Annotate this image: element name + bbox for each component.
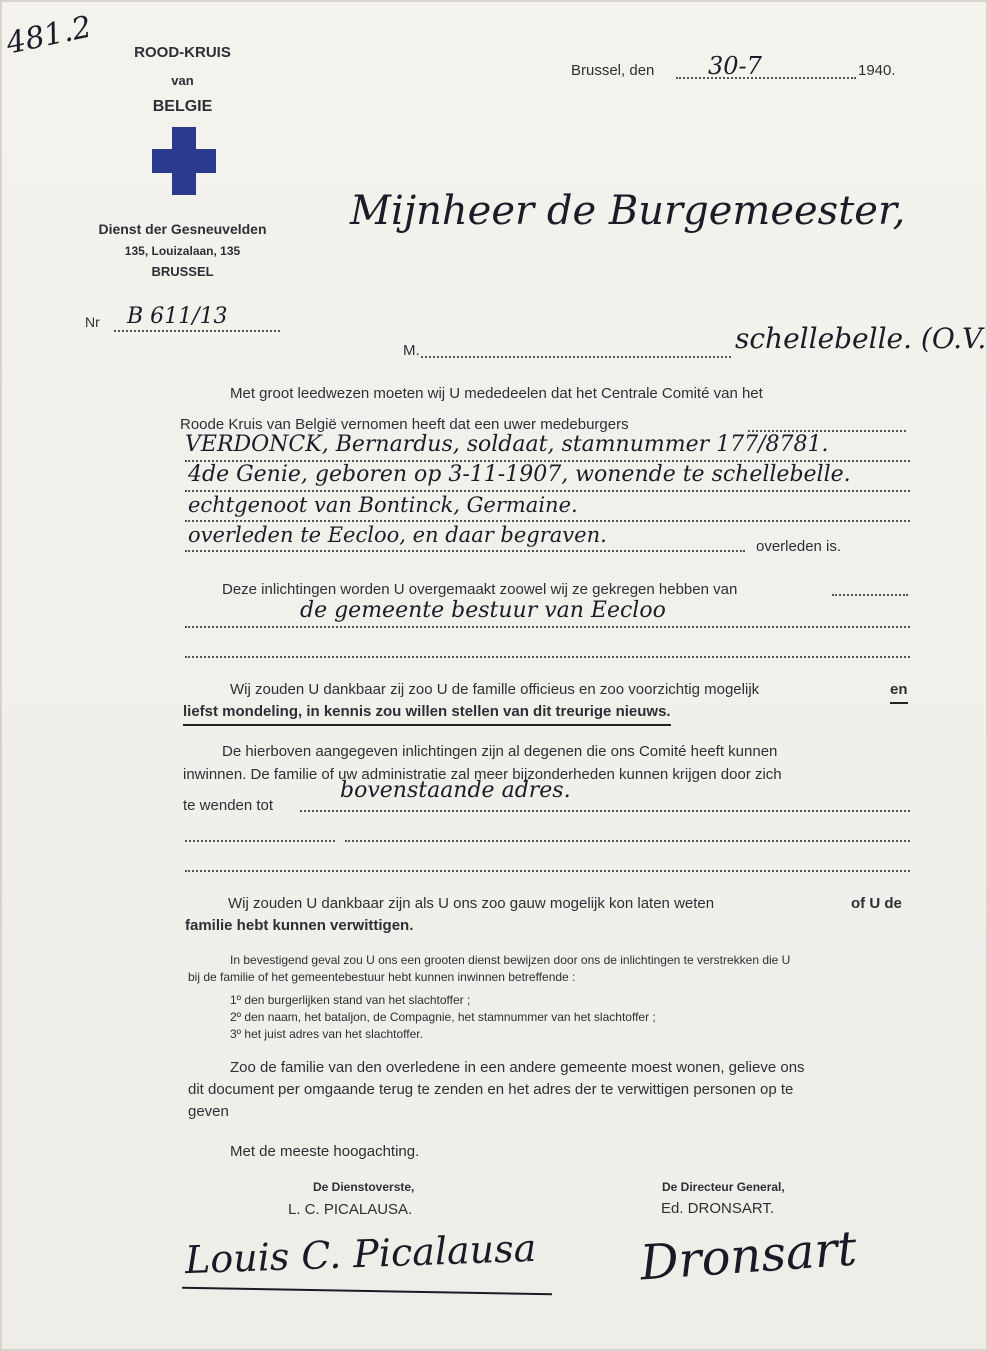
- paragraph-6-line-3: geven: [188, 1103, 229, 1120]
- list-item-1: 1º den burgerlijken stand van het slachtoffer ;: [230, 993, 471, 1007]
- department-name: Dienst der Gesneuvelden: [98, 221, 267, 237]
- handwritten-line-6: bovenstaande adres.: [340, 778, 571, 803]
- handwritten-line-5: de gemeente bestuur van Eecloo: [300, 598, 666, 623]
- left-signature-underline: [182, 1287, 552, 1295]
- paragraph-3-en: en: [890, 678, 908, 704]
- closing: Met de meeste hoogachting.: [230, 1143, 420, 1160]
- paragraph-4-line-1: De hierboven aangegeven inlichtingen zijn al degenen die ons Comité heeft kunnen: [222, 743, 778, 760]
- org-name-line3: BELGIE: [152, 98, 213, 115]
- handwritten-line-1: VERDONCK, Bernardus, soldaat, stamnummer 177/8781.: [185, 432, 829, 457]
- paragraph-4-line-2: inwinnen. De familie of uw administratie zal meer bijzonderheden kunnen krijgen door zich: [183, 766, 782, 783]
- archive-number: 481.2: [3, 9, 95, 62]
- right-signatory-name: Ed. DRONSART.: [661, 1200, 775, 1217]
- paragraph-1-end: overleden is.: [756, 538, 842, 555]
- org-name-line1: ROOD-KRUIS: [134, 44, 231, 61]
- org-name-line2: van: [171, 73, 194, 88]
- reference-number: B 611/13: [127, 304, 228, 329]
- recipient-label: M.: [403, 342, 420, 359]
- department-address: 135, Louizalaan, 135: [124, 244, 241, 258]
- paragraph-1-line-2: Roode Kruis van België vernomen heeft dat een uwer medeburgers: [180, 416, 629, 433]
- recipient-value: schellebelle. (O.V.: [735, 322, 987, 355]
- small-print-line-1: In bevestigend geval zou U ons een grooten dienst bewijzen door ons de inlichtingen te verstrekken die U: [230, 953, 791, 967]
- list-item-3: 3º het juist adres van het slachtoffer.: [230, 1027, 423, 1041]
- left-signature: Louis C. Picalausa: [184, 1225, 537, 1283]
- year: 1940.: [858, 62, 896, 79]
- paragraph-3-line-1: Wij zouden U dankbaar zij zoo U de famille officieus en zoo voorzichtig mogelijk: [230, 681, 760, 698]
- place-date-label: Brussel, den: [571, 62, 655, 79]
- right-signature: Dronsart: [638, 1220, 859, 1292]
- salutation: Mijnheer de Burgemeester,: [350, 188, 906, 234]
- paragraph-5-line-1: Wij zouden U dankbaar zijn als U ons zoo gauw mogelijk kon laten weten: [228, 895, 715, 912]
- left-signatory-title: De Dienstoverste,: [313, 1180, 415, 1194]
- paragraph-5-bold: of U de: [851, 895, 902, 912]
- paragraph-2: Deze inlichtingen worden U overgemaakt zoowel wij ze gekregen hebben van: [222, 581, 738, 598]
- paragraph-6-line-2: dit document per omgaande terug te zenden en het adres der te verwittigen personen op te: [188, 1081, 794, 1098]
- date-value: 30-7: [708, 52, 762, 80]
- paragraph-1-line-1: Met groot leedwezen moeten wij U mededeelen dat het Centrale Comité van het: [230, 385, 763, 402]
- paragraph-6-line-1: Zoo de familie van den overledene in een andere gemeente moest wonen, gelieve ons: [230, 1059, 805, 1076]
- left-signatory-name: L. C. PICALAUSA.: [288, 1201, 413, 1218]
- paragraph-5-line-2: familie hebt kunnen verwittigen.: [185, 917, 414, 934]
- small-print-line-2: bij de familie of het gemeentebestuur hebt kunnen inwinnen betreffende :: [188, 970, 576, 984]
- nr-label: Nr: [85, 314, 100, 330]
- paragraph-4-line-3: te wenden tot: [183, 797, 274, 814]
- paragraph-3-line-2: liefst mondeling, in kennis zou willen stellen van dit treurige nieuws.: [183, 700, 671, 726]
- handwritten-line-2: 4de Genie, geboren op 3-11-1907, wonende te schellebelle.: [188, 462, 851, 487]
- handwritten-line-3: echtgenoot van Bontinck, Germaine.: [188, 493, 578, 517]
- red-cross-icon: [152, 127, 216, 195]
- handwritten-line-4: overleden te Eecloo, en daar begraven.: [188, 523, 607, 547]
- list-item-2: 2º den naam, het bataljon, de Compagnie, het stamnummer van het slachtoffer ;: [230, 1010, 656, 1024]
- department-city: BRUSSEL: [151, 264, 214, 279]
- right-signatory-title: De Directeur General,: [662, 1180, 785, 1194]
